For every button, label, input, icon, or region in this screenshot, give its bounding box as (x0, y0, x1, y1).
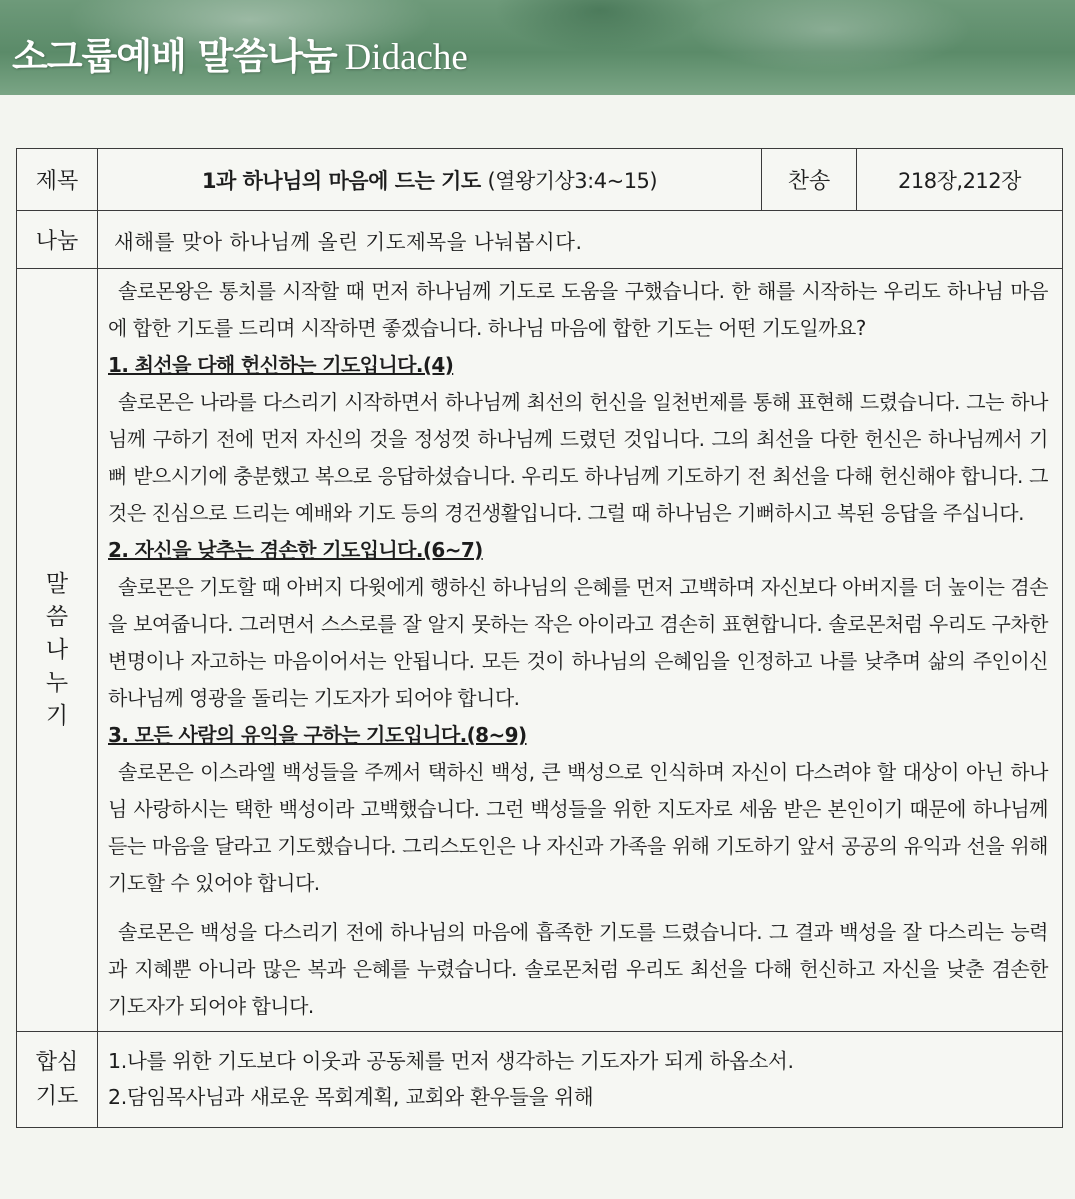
header-banner (0, 0, 1075, 95)
lesson-table (16, 148, 1063, 1128)
section-heading-1: 1. 최선을 다해 헌신하는 기도입니다.(4) (108, 353, 454, 377)
word-label (17, 269, 98, 1032)
prayer-label-line-2: 기도 (35, 1083, 79, 1109)
word-label-char: 기 (45, 702, 69, 729)
intro-paragraph: 솔로몬왕은 통치를 시작할 때 먼저 하나님께 기도로 도움을 구했습니다. 한 해를 시작하는 우리도 하나님 마음에 합한 기도를 드리며 시작하면 좋겠습니다. 하나님 마음에 합한 기도는 어떤 기도일까요? (108, 279, 1048, 340)
section-text-3: 솔로몬은 이스라엘 백성들을 주께서 택하신 백성, 큰 백성으로 인식하며 자신이 다스려야 할 대상이 아닌 하나님 사랑하시는 택한 백성이라 고백했습니다. 그런 백성들을 위한 지도자로 세움 받은 본인이기 때문에 하나님께 듣는 마음을 달라고 기도했습니다. 그리스도인은 나 자신과 가족을 위해 기도하기 앞서 공공의 유익과 선을 위해 기도할 수 있어야 합니다. (108, 760, 1048, 895)
page-title-korean: 소그룹예배 말씀나눔 (12, 35, 337, 78)
sermon-body (98, 269, 1063, 1032)
word-label-char: 말 (45, 570, 69, 597)
word-row (17, 269, 1063, 1032)
page-title-english: Didache (344, 37, 468, 78)
page-title (12, 26, 468, 80)
lesson-reference: (열왕기상3:4~15) (487, 168, 658, 193)
section-text-1: 솔로몬은 나라를 다스리기 시작하면서 하나님께 최선의 헌신을 일천번제를 통해 표현해 드렸습니다. 그는 하나님께 구하기 전에 먼저 자신의 것을 정성껏 하나님께 드렸던 것입니다. 그의 최선을 다한 헌신은 하나님께서 기뻐 받으시기에 충분했고 복으로 응답하셨습니다. 우리도 하나님께 기도하기 전 최선을 다해 헌신해야 합니다. 그것은 진심으로 드리는 예배와 기도 등의 경건생활입니다. 그럴 때 하나님은 기뻐하시고 복된 응답을 주십니다. (108, 390, 1048, 525)
prayer-item-1: 1.나를 위한 기도보다 이웃과 공동체를 먼저 생각하는 기도자가 되게 하옵소서. (108, 1048, 794, 1073)
title-row (17, 149, 1063, 211)
section-text-2: 솔로몬은 기도할 때 아버지 다윗에게 행하신 하나님의 은혜를 먼저 고백하며 자신보다 아버지를 더 높이는 겸손을 보여줍니다. 그러면서 스스로를 잘 알지 못하는 작은 아이라고 겸손히 표현합니다. 솔로몬처럼 우리도 구차한 변명이나 자고하는 마음이어서는 안됩니다. 모든 것이 하나님의 은혜임을 인정하고 나를 낮추며 삶의 주인이신 하나님께 영광을 돌리는 기도자가 되어야 합니다. (108, 575, 1048, 710)
conclusion-paragraph: 솔로몬은 백성을 다스리기 전에 하나님의 마음에 흡족한 기도를 드렸습니다. 그 결과 백성을 잘 다스리는 능력과 지혜뿐 아니라 많은 복과 은혜를 누렸습니다. 솔로몬처럼 우리도 최선을 다해 헌신하고 자신을 낮춘 겸손한 기도자가 되어야 합니다. (108, 920, 1048, 1018)
share-text: 새해를 맞아 하나님께 올린 기도제목을 나눠봅시다. (98, 211, 1063, 269)
lesson-title-cell (98, 149, 762, 211)
share-row (17, 211, 1063, 269)
lesson-title: 1과 하나님의 마음에 드는 기도 (201, 168, 481, 193)
section-heading-3: 3. 모든 사람의 유익을 구하는 기도입니다.(8~9) (108, 723, 527, 747)
word-label-char: 나 (45, 636, 69, 663)
prayer-row (17, 1032, 1063, 1128)
title-label: 제목 (17, 149, 98, 211)
prayer-label-line-1: 합심 (35, 1049, 79, 1075)
word-label-char: 씀 (45, 603, 69, 630)
prayer-list (98, 1032, 1063, 1128)
prayer-label (17, 1032, 98, 1128)
word-label-char: 누 (45, 669, 69, 696)
section-heading-2: 2. 자신을 낮추는 겸손한 기도입니다.(6~7) (108, 538, 483, 562)
share-label: 나눔 (17, 211, 98, 269)
prayer-item-2: 2.담임목사님과 새로운 목회계획, 교회와 환우들을 위해 (108, 1084, 594, 1109)
hymn-value: 218장,212장 (857, 149, 1063, 211)
hymn-label: 찬송 (762, 149, 857, 211)
